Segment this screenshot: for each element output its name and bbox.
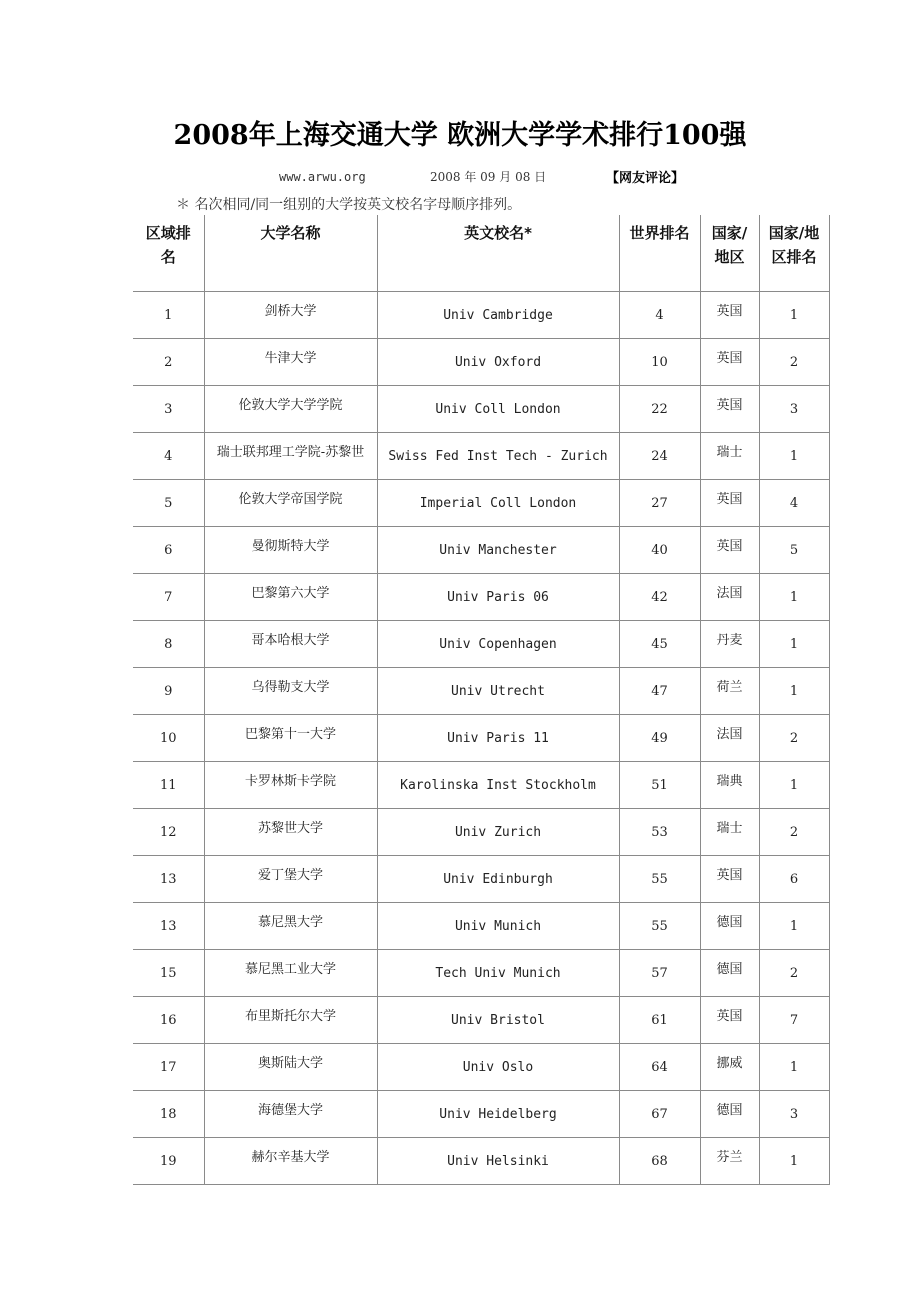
region-rank-cell: 7 (133, 574, 204, 621)
world-rank-cell: 10 (619, 339, 700, 386)
english-name-link[interactable]: Univ Oslo (377, 1044, 619, 1091)
country-rank-cell: 1 (759, 621, 829, 668)
table-row (133, 386, 829, 433)
header-world-rank: 世界排名 (619, 215, 700, 292)
country-cell: 英国 (700, 386, 759, 433)
country-cell: 德国 (700, 950, 759, 997)
comment-link[interactable]: 【网友评论】 (606, 171, 685, 186)
table-row (133, 339, 829, 386)
world-rank-cell: 55 (619, 856, 700, 903)
table-row (133, 1091, 829, 1138)
world-rank-cell: 68 (619, 1138, 700, 1185)
english-name-link[interactable]: Univ Cambridge (377, 292, 619, 339)
english-name-link[interactable]: Univ Copenhagen (377, 621, 619, 668)
table-row (133, 903, 829, 950)
table-row (133, 762, 829, 809)
country-cell: 英国 (700, 527, 759, 574)
table-row (133, 480, 829, 527)
country-cell: 挪威 (700, 1044, 759, 1091)
table-row (133, 574, 829, 621)
country-cell: 英国 (700, 292, 759, 339)
country-rank-cell: 2 (759, 339, 829, 386)
english-name-link[interactable]: Univ Helsinki (377, 1138, 619, 1185)
region-rank-cell: 4 (133, 433, 204, 480)
region-rank-cell: 5 (133, 480, 204, 527)
english-name-link[interactable]: Univ Oxford (377, 339, 619, 386)
country-rank-cell: 5 (759, 527, 829, 574)
university-name-cell: 剑桥大学 (204, 292, 377, 339)
world-rank-cell: 49 (619, 715, 700, 762)
region-rank-cell: 10 (133, 715, 204, 762)
university-name-cell: 布里斯托尔大学 (204, 997, 377, 1044)
country-cell: 荷兰 (700, 668, 759, 715)
university-name-cell: 苏黎世大学 (204, 809, 377, 856)
world-rank-cell: 42 (619, 574, 700, 621)
world-rank-cell: 57 (619, 950, 700, 997)
header-region-rank: 区域排名 (133, 215, 204, 292)
table-row (133, 433, 829, 480)
university-name-cell: 哥本哈根大学 (204, 621, 377, 668)
region-rank-cell: 13 (133, 856, 204, 903)
region-rank-cell: 18 (133, 1091, 204, 1138)
region-rank-cell: 8 (133, 621, 204, 668)
region-rank-cell: 19 (133, 1138, 204, 1185)
region-rank-cell: 1 (133, 292, 204, 339)
region-rank-cell: 13 (133, 903, 204, 950)
table-row (133, 809, 829, 856)
ranking-table (133, 215, 830, 1185)
country-cell: 丹麦 (700, 621, 759, 668)
table-row (133, 715, 829, 762)
country-cell: 瑞典 (700, 762, 759, 809)
university-name-cell: 巴黎第六大学 (204, 574, 377, 621)
header-country: 国家/地区 (700, 215, 759, 292)
country-rank-cell: 1 (759, 668, 829, 715)
region-rank-cell: 6 (133, 527, 204, 574)
sorting-note: ＊ 名次相同/同一组别的大学按英文校名字母顺序排列。 (176, 197, 522, 213)
country-rank-cell: 1 (759, 1044, 829, 1091)
world-rank-cell: 51 (619, 762, 700, 809)
university-name-cell: 慕尼黑工业大学 (204, 950, 377, 997)
university-name-cell: 牛津大学 (204, 339, 377, 386)
english-name-link[interactable]: Univ Paris 06 (377, 574, 619, 621)
region-rank-cell: 17 (133, 1044, 204, 1091)
university-name-cell: 伦敦大学帝国学院 (204, 480, 377, 527)
country-cell: 德国 (700, 1091, 759, 1138)
country-rank-cell: 3 (759, 386, 829, 433)
source-site-link[interactable]: www.arwu.org (279, 170, 366, 184)
english-name-link[interactable]: Univ Heidelberg (377, 1091, 619, 1138)
country-rank-cell: 7 (759, 997, 829, 1044)
university-name-cell: 赫尔辛基大学 (204, 1138, 377, 1185)
country-rank-cell: 1 (759, 574, 829, 621)
country-rank-cell: 1 (759, 433, 829, 480)
country-cell: 英国 (700, 997, 759, 1044)
english-name-link[interactable]: Univ Edinburgh (377, 856, 619, 903)
country-cell: 英国 (700, 480, 759, 527)
country-rank-cell: 1 (759, 292, 829, 339)
table-row (133, 621, 829, 668)
table-row (133, 527, 829, 574)
world-rank-cell: 45 (619, 621, 700, 668)
table-row (133, 950, 829, 997)
country-rank-cell: 4 (759, 480, 829, 527)
english-name-link[interactable]: Univ Coll London (377, 386, 619, 433)
table-row (133, 1044, 829, 1091)
country-rank-cell: 3 (759, 1091, 829, 1138)
page-title: 2008年上海交通大学 欧洲大学学术排行100强 (173, 120, 747, 151)
world-rank-cell: 40 (619, 527, 700, 574)
english-name-link[interactable]: Univ Manchester (377, 527, 619, 574)
university-name-cell: 慕尼黑大学 (204, 903, 377, 950)
country-rank-cell: 6 (759, 856, 829, 903)
region-rank-cell: 3 (133, 386, 204, 433)
world-rank-cell: 64 (619, 1044, 700, 1091)
country-cell: 英国 (700, 856, 759, 903)
english-name-link[interactable]: Karolinska Inst Stockholm (377, 762, 619, 809)
publish-date: 2008 年 09 月 08 日 (430, 170, 547, 184)
university-name-cell: 瑞士联邦理工学院-苏黎世 (204, 433, 377, 480)
table-row (133, 997, 829, 1044)
world-rank-cell: 53 (619, 809, 700, 856)
region-rank-cell: 11 (133, 762, 204, 809)
university-name-cell: 海德堡大学 (204, 1091, 377, 1138)
university-name-cell: 乌得勒支大学 (204, 668, 377, 715)
country-rank-cell: 1 (759, 762, 829, 809)
world-rank-cell: 61 (619, 997, 700, 1044)
country-cell: 法国 (700, 715, 759, 762)
university-name-cell: 爱丁堡大学 (204, 856, 377, 903)
english-name-link[interactable]: Univ Zurich (377, 809, 619, 856)
header-english-name: 英文校名* (377, 215, 619, 292)
country-rank-cell: 2 (759, 715, 829, 762)
region-rank-cell: 16 (133, 997, 204, 1044)
region-rank-cell: 9 (133, 668, 204, 715)
english-name-link[interactable]: Univ Paris 11 (377, 715, 619, 762)
country-rank-cell: 1 (759, 1138, 829, 1185)
university-name-cell: 巴黎第十一大学 (204, 715, 377, 762)
region-rank-cell: 15 (133, 950, 204, 997)
country-cell: 法国 (700, 574, 759, 621)
table-row (133, 856, 829, 903)
country-cell: 瑞士 (700, 433, 759, 480)
english-name-link[interactable]: Imperial Coll London (377, 480, 619, 527)
header-country-rank: 国家/地区排名 (759, 215, 829, 292)
country-rank-cell: 2 (759, 950, 829, 997)
english-name-link[interactable]: Tech Univ Munich (377, 950, 619, 997)
country-cell: 英国 (700, 339, 759, 386)
english-name-link[interactable]: Univ Munich (377, 903, 619, 950)
region-rank-cell: 12 (133, 809, 204, 856)
english-name-link[interactable]: Swiss Fed Inst Tech - Zurich (377, 433, 619, 480)
university-name-cell: 曼彻斯特大学 (204, 527, 377, 574)
world-rank-cell: 27 (619, 480, 700, 527)
country-rank-cell: 2 (759, 809, 829, 856)
world-rank-cell: 47 (619, 668, 700, 715)
table-row (133, 1138, 829, 1185)
country-cell: 瑞士 (700, 809, 759, 856)
country-rank-cell: 1 (759, 903, 829, 950)
world-rank-cell: 24 (619, 433, 700, 480)
region-rank-cell: 2 (133, 339, 204, 386)
english-name-link[interactable]: Univ Utrecht (377, 668, 619, 715)
table-body (133, 292, 829, 1185)
english-name-link[interactable]: Univ Bristol (377, 997, 619, 1044)
world-rank-cell: 4 (619, 292, 700, 339)
country-cell: 德国 (700, 903, 759, 950)
world-rank-cell: 55 (619, 903, 700, 950)
table-row (133, 668, 829, 715)
world-rank-cell: 67 (619, 1091, 700, 1138)
university-name-cell: 奥斯陆大学 (204, 1044, 377, 1091)
country-cell: 芬兰 (700, 1138, 759, 1185)
header-university-name: 大学名称 (204, 215, 377, 292)
world-rank-cell: 22 (619, 386, 700, 433)
university-name-cell: 伦敦大学大学学院 (204, 386, 377, 433)
table-row (133, 292, 829, 339)
table-header-row (133, 215, 829, 292)
university-name-cell: 卡罗林斯卡学院 (204, 762, 377, 809)
